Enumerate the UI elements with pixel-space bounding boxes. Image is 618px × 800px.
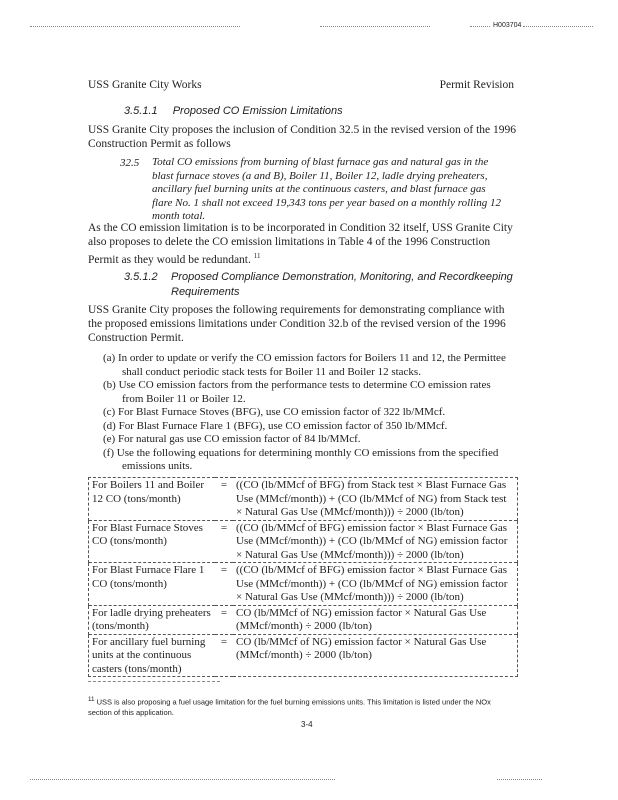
section1-followup bbox=[88, 221, 518, 267]
scan-artifact-line bbox=[320, 26, 430, 27]
unit-cell: For Blast Furnace Flare 1 CO (tons/month) bbox=[89, 563, 216, 606]
table-row bbox=[89, 605, 518, 634]
equals-cell: = bbox=[215, 478, 233, 521]
list-item: (d) For Blast Furnace Flare 1 (BFG), use CO emission factor of 350 lb/MMcf. bbox=[103, 419, 448, 432]
section-title: Proposed Compliance Demonstration, Monitoring, and Recordkeeping Requirements bbox=[171, 271, 513, 298]
list-item: (e) For natural gas use CO emission factor of 84 lb/MMcf. bbox=[103, 433, 361, 445]
page-code: H003704 bbox=[493, 22, 522, 29]
requirements-list bbox=[103, 352, 513, 474]
scan-artifact-line bbox=[523, 26, 593, 27]
list-item: (a) In order to update or verify the CO emission factors for Boilers 11 and 12, the Permittee shall conduct periodic stack tests for Boiler 11 and Boiler 12 stacks. bbox=[103, 352, 506, 378]
equals-cell: = bbox=[215, 520, 233, 563]
formula-cell: CO (lb/MMcf of NG) emission factor × Natural Gas Use (MMcf/month) ÷ 2000 (lb/ton) bbox=[233, 605, 518, 634]
equals-cell: = bbox=[215, 563, 233, 606]
list-item: (b) Use CO emission factors from the performance tests to determine CO emission rates from Boiler 11 or Boiler 12. bbox=[103, 379, 491, 405]
unit-cell: For Blast Furnace Stoves CO (tons/month) bbox=[89, 520, 216, 563]
scan-artifact-line bbox=[497, 779, 542, 780]
footnote-separator bbox=[88, 681, 220, 682]
page-number: 3-4 bbox=[301, 720, 313, 729]
table-row bbox=[89, 563, 518, 606]
followup-text: As the CO emission limitation is to be incorporated in Condition 32 itself, USS Granite City also proposes to delete the CO emission limitations in Table 4 of the 1996 Construction Permit as they would be redundant. bbox=[88, 222, 513, 266]
footnote-ref: 11 bbox=[253, 252, 261, 260]
scan-artifact-line bbox=[30, 779, 335, 780]
list-item: (c) For Blast Furnace Stoves (BFG), use CO emission factor of 322 lb/MMcf. bbox=[103, 406, 446, 418]
header-right: Permit Revision bbox=[439, 79, 514, 91]
section-heading-1 bbox=[124, 104, 343, 118]
emissions-equations-table bbox=[88, 477, 518, 677]
header-left: USS Granite City Works bbox=[88, 79, 202, 91]
section-title: Proposed CO Emission Limitations bbox=[172, 105, 343, 117]
condition-number: 32.5 bbox=[120, 157, 140, 169]
equals-cell: = bbox=[215, 634, 233, 677]
section2-intro: USS Granite City proposes the following requirements for demonstrating compliance with the proposed emissions limitations under Condition 32.b of the revised version of the 1996 Construction Permit. bbox=[88, 304, 506, 344]
section1-intro: USS Granite City proposes the inclusion of Condition 32.5 in the revised version of the 1996 Construction Permit as follows bbox=[88, 124, 517, 150]
table-row bbox=[89, 478, 518, 521]
section-heading-2 bbox=[124, 270, 524, 300]
formula-cell: ((CO (lb/MMcf of BFG) emission factor × Blast Furnace Gas Use (MMcf/month)) + (CO (lb/MMcf of NG) emission factor × Natural Gas Use (MMcf/month))) ÷ 2000 (lb/ton) bbox=[233, 520, 518, 563]
unit-cell: For Boilers 11 and Boiler 12 CO (tons/month) bbox=[89, 478, 216, 521]
equals-cell: = bbox=[215, 605, 233, 634]
formula-cell: CO (lb/MMcf of NG) emission factor × Natural Gas Use (MMcf/month) ÷ 2000 (lb/ton) bbox=[233, 634, 518, 677]
table-row bbox=[89, 634, 518, 677]
condition-text: Total CO emissions from burning of blast furnace gas and natural gas in the blast furnace stoves (a and B), Boiler 11, Boiler 12, ladle drying preheaters, ancillary fuel burning units at the continuous casters, and blast furnace gas flare No. 1 shall not exceed 19,343 tons per year based on a monthly rolling 12 month total. bbox=[152, 156, 502, 222]
formula-cell: ((CO (lb/MMcf of BFG) from Stack test × Blast Furnace Gas Use (MMcf/month)) + (CO (lb/MMcf of NG) from Stack test × Natural Gas Use (MMcf/month))) ÷ 2000 (lb/ton) bbox=[233, 478, 518, 521]
section-number: 3.5.1.1 bbox=[124, 105, 158, 117]
footnote-text: USS is also proposing a fuel usage limitation for the fuel burning emissions units. This limitation is listed under the NOx section of this application. bbox=[88, 697, 491, 717]
scan-artifact-line bbox=[470, 26, 490, 27]
unit-cell: For ancillary fuel burning units at the continuous casters (tons/month) bbox=[89, 634, 216, 677]
scan-artifact-line bbox=[30, 26, 240, 27]
formula-cell: ((CO (lb/MMcf of BFG) emission factor × Blast Furnace Gas Use (MMcf/month)) + (CO (lb/MMcf of NG) emission factor × Natural Gas Use (MMcf/month))) ÷ 2000 (lb/ton) bbox=[233, 563, 518, 606]
footnote bbox=[88, 695, 508, 718]
unit-cell: For ladle drying preheaters (tons/month) bbox=[89, 605, 216, 634]
table-row bbox=[89, 520, 518, 563]
list-item: (f) Use the following equations for determining monthly CO emissions from the specified emissions units. bbox=[103, 446, 499, 472]
footnote-number: 11 bbox=[88, 696, 95, 703]
section-number: 3.5.1.2 bbox=[124, 271, 158, 283]
